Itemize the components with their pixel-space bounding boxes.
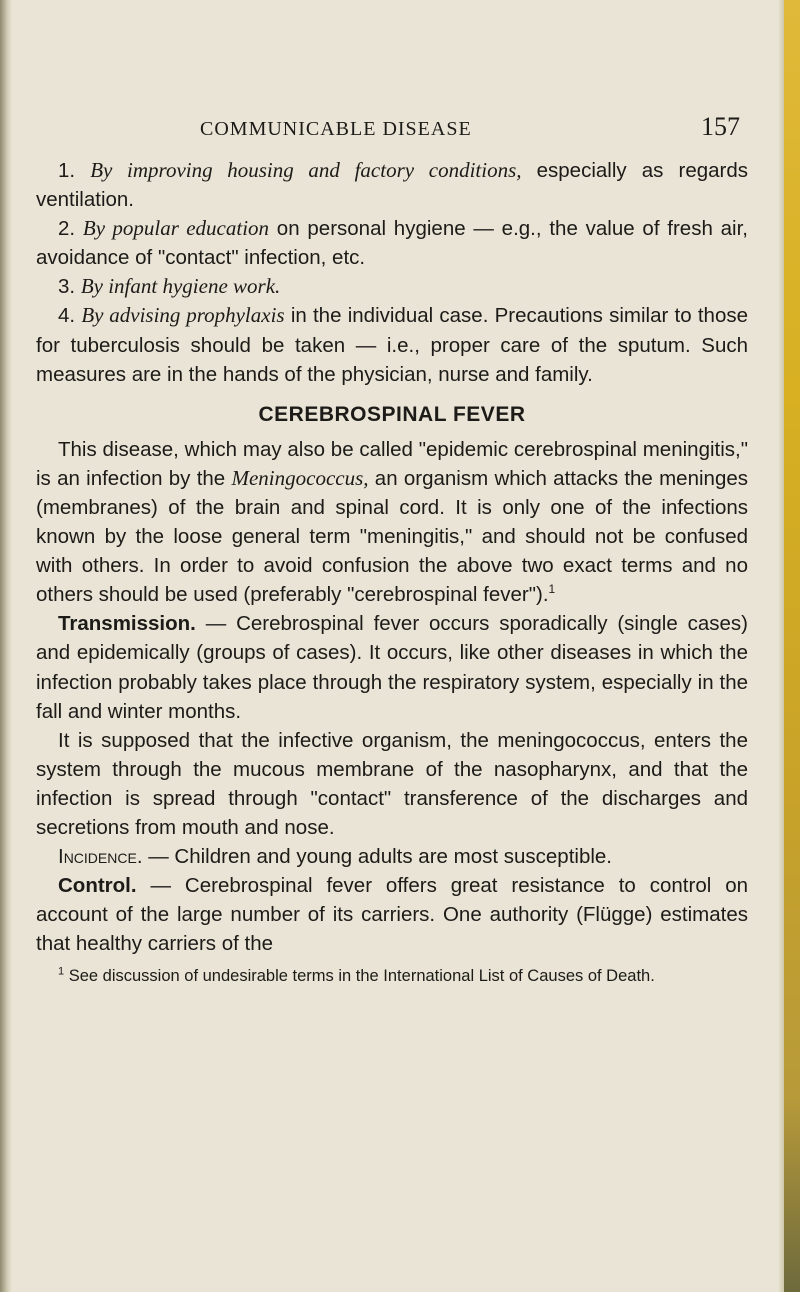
list-lead: By advising prophylaxis <box>81 303 285 328</box>
page-number: 157 <box>701 112 740 141</box>
control-text: — Cerebrospinal fever offers great resistance to control on account of the large number of its carriers. One authority (Flügge) estimates that healthy carriers of the <box>36 874 748 956</box>
footnote-text: See discussion of undesirable terms in the International List of Causes of Death. <box>64 967 655 986</box>
list-text: especially as regards ventilation. <box>36 159 749 212</box>
running-head <box>36 112 748 148</box>
supposed-paragraph: It is supposed that the infective organism, the meningococcus, enters the system through the mucous membrane of the nasopharynx, and that the infection is spread through "contact" transference of the discharges and secretions from mouth and nose. <box>36 728 748 839</box>
list-lead: By popular education <box>82 216 270 241</box>
list-number: 3. <box>58 275 76 299</box>
list-number: 2. <box>58 217 76 241</box>
list-lead: By improving housing and factory conditions, <box>90 158 522 182</box>
intro-before: This disease, which may also be called "epidemic cerebrospinal meningitis," is an infection by the <box>36 437 748 490</box>
transmission-paragraph <box>36 609 748 725</box>
page-binding-edge <box>0 0 12 1292</box>
list-text: on personal hygiene — e.g., the value of fresh air, avoidance of "contact" infection, etc. <box>36 217 748 270</box>
list-number: 4. <box>58 304 76 328</box>
intro-paragraph <box>36 435 748 610</box>
section-heading: CEREBROSPINAL FEVER <box>258 402 526 426</box>
incidence-text: — Children and young adults are most susceptible. <box>142 845 612 869</box>
intro-after: an organism which attacks the meninges (membranes) of the brain and spinal cord. It is only one of the infections known by the loose general term "meningitis," and should not be confused with others. In order to avoid confusion the above two exact terms and no others should be used (preferably "cerebrospinal fever"). <box>36 466 748 607</box>
list-number: 1. <box>58 159 76 182</box>
list-item-1 <box>36 156 748 214</box>
list-item-4 <box>36 301 748 388</box>
list-lead: By infant hygiene work. <box>80 274 281 299</box>
incidence-label: Incidence. <box>58 845 143 869</box>
running-title: COMMUNICABLE DISEASE <box>200 118 472 140</box>
organism-name: Meningococcus, <box>231 465 369 490</box>
list-item-2 <box>36 214 748 272</box>
transmission-text: — Cerebrospinal fever occurs sporadically (single cases) and epidemically (groups of cases). It occurs, like other diseases in which the infection probably takes place through the respiratory system, especially in the fall and winter months. <box>36 612 748 723</box>
footnote-marker: 1 <box>58 965 65 978</box>
transmission-label: Transmission. <box>58 612 196 636</box>
list-text: in the individual case. Precautions similar to those for tuberculosis should be taken — i.e., proper care of the sputum. Such measures are in the hands of the physician, nurse and family. <box>36 304 749 386</box>
list-item-3 <box>36 272 748 301</box>
control-paragraph <box>36 871 748 958</box>
control-label: Control. <box>58 874 137 898</box>
book-page <box>36 112 748 987</box>
incidence-paragraph <box>36 842 748 871</box>
book-cover-edge <box>784 0 800 1292</box>
footnote <box>36 966 748 987</box>
footnote-reference: 1 <box>548 582 556 597</box>
